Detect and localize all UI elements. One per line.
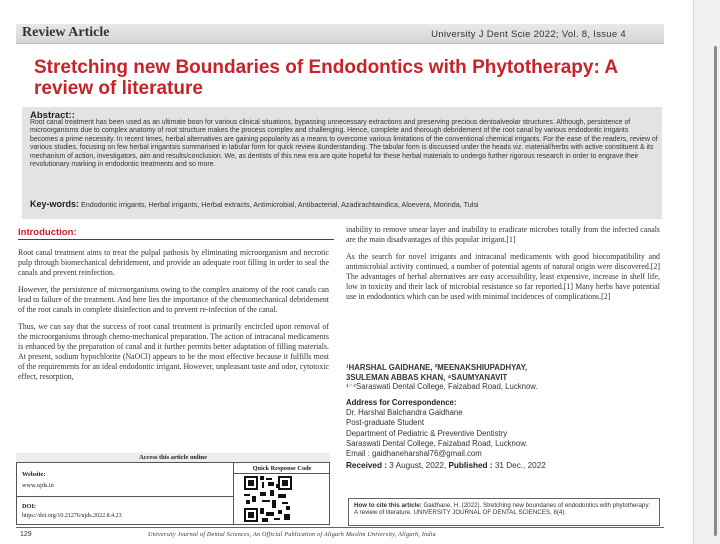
- email-link[interactable]: Email : gaidhaneharshal76@gmail.com: [346, 449, 482, 459]
- intro-rule: [18, 239, 334, 240]
- correspondence-line: Post-graduate Student: [346, 418, 425, 428]
- intro-heading: Introduction:: [18, 227, 77, 238]
- abstract-text: Root canal treatment has been used as an ultimate boon for various clinical situations, bypassing unnecessary extractions and preserving precious dentoalveolar structures. Although, persistence of microorganisms due to complex anatomy of root structure makes the process complex and challenging. Hence, complete and thorough debridement of the root canal by various endodontic irrigants becomes a prime necessity. In recent times, herbal alternatives are gaining popularity as a means to overcome various limitations of the conventional chemical irrigants. For the ease of the readers, review of various studies, focusing on few herbal irrigantsis summarised in tabular form for quick review &understanding. The tabular form is discussed under the heads viz. material/herbs with active constituent & its mechanism of action, investigators, aim and results/conclusion. We, as dentists of this new era are quite hopeful for these herbal materials to undergo further rigorous research in order to engrave their revolutionary marking in endodontic treatments and so more.: [30, 119, 658, 169]
- author-line: ¹HARSHAL GAIDHANE, ²MEENAKSHIUPADHYAY,: [346, 363, 528, 372]
- author-list: [346, 363, 656, 392]
- dates-line: [346, 461, 546, 470]
- keywords-text: Endodontic irrigants, Herbal irrigants, Herbal extracts, Antimicrobial, Antibacterial, Azadirachtaindica, Aloevera, Morinda, Tulsi: [81, 200, 479, 209]
- correspondence-line: Department of Pediatric & Preventive Dentistry: [346, 428, 508, 438]
- doi-label: DOI:: [22, 503, 36, 510]
- doi-link[interactable]: https://doi.org/10.21276/ujds.2022.8.4.23: [22, 513, 122, 519]
- citation-box: [348, 498, 660, 526]
- paragraph: inability to remove smear layer and inability to eradicate microbes totally from the infected canals are the main disadvantages of this popular irrigant.[1]: [346, 225, 660, 244]
- published-date: 31 Dec., 2022: [494, 461, 546, 470]
- scrollbar-thumb[interactable]: [714, 46, 717, 536]
- received-label: Received :: [346, 461, 387, 470]
- footer-rule: [16, 527, 664, 528]
- citation-text: Gaidhane, H. (2022). Stretching new boundaries of endodontics with phytotherapy: A review of literature. UNIVERSITY JOURNAL OF DENTAL SCIENCES, 8(4).: [354, 502, 651, 517]
- doi-divider: [16, 496, 233, 497]
- section-label: Review Article: [22, 25, 110, 40]
- journal-citation: University J Dent Scie 2022; Vol. 8, Issue 4: [431, 29, 626, 40]
- correspondence-heading: Address for Correspondence:: [346, 398, 457, 407]
- keywords: [30, 199, 660, 209]
- paragraph: Root canal treatment aims to treat the pulpal pathosis by eliminating microorganism and necrotic pulp through biomechanical debridement, and provide an adequate root filling in order to seal the canals and prevent reinfection.: [18, 248, 329, 277]
- correspondence: [346, 398, 656, 459]
- affiliation: ¹⁻⁴Saraswati Dental College, Faizabad Road, Lucknow.: [346, 382, 538, 392]
- qr-label: Quick Response Code: [252, 465, 312, 472]
- correspondence-line: Dr. Harshal Balchandra Gaidhane: [346, 408, 463, 418]
- qr-divider: [233, 473, 330, 474]
- paragraph: Thus, we can say that the success of root canal treatment is primarily encircled upon removal of the microorganisms through chemo-mechanical preparation. The action of intracanal medicaments is enhanced by the preparation of canal and it further permits better adaptation of filling materials. At present, sodium hypochlorite (NaOCl) appears to be the most effective because it fulfills most of the requirements for an ideal endodontic irrigant. However, unpleasant taste and odor, cytotoxic effect, resorption,: [18, 322, 329, 381]
- footer-text: University Journal of Dental Sciences, An Official Publication of Aligarh Muslim University, Aligarh, India: [148, 531, 436, 538]
- keywords-label: Key-words:: [30, 199, 80, 209]
- received-date: 3 August, 2022,: [389, 461, 447, 470]
- paragraph: As the search for novel irrigants and intracanal medicaments with good biocompatibility and antimicrobial activity continued, a number of potential agents of natural origin were discovered.[2] The advantages of herbal alternatives are easy accessibility, least expensive, increase in shelf life, low in toxicity and their lack of microbial resistance so far reported.[1] Many herbs have potential use in endodontics which can be used with minimal incidences of complications.[2]: [346, 252, 660, 301]
- page-number: 129: [20, 531, 32, 538]
- abstract-heading: Abstract::: [30, 110, 75, 121]
- website-label: Website:: [22, 471, 46, 478]
- published-label: Published :: [448, 461, 493, 470]
- right-column: [346, 225, 660, 309]
- qr-code-icon: [244, 476, 292, 522]
- citation-label: How to cite this article:: [354, 502, 422, 509]
- access-heading: Access this article online: [16, 453, 330, 463]
- author-line: 3SULEMAN ABBAS KHAN, ⁴SAUMYANAVIT: [346, 372, 508, 382]
- paragraph: However, the persistence of microorganisms owing to the complex anatomy of the root canals can lead to failure of the treatment. And here lies the importance of the chemomechanical debridement of the root canals in complete disinfection and to prevent re-infection of the canal.: [18, 285, 329, 314]
- article-title: Stretching new Boundaries of Endodontics with Phytotherapy: A review of literature: [34, 57, 618, 99]
- correspondence-line: Saraswati Dental College, Faizabad Road, Lucknow.: [346, 438, 528, 448]
- left-column: [18, 248, 329, 389]
- website-link[interactable]: www.ujds.in: [22, 482, 54, 489]
